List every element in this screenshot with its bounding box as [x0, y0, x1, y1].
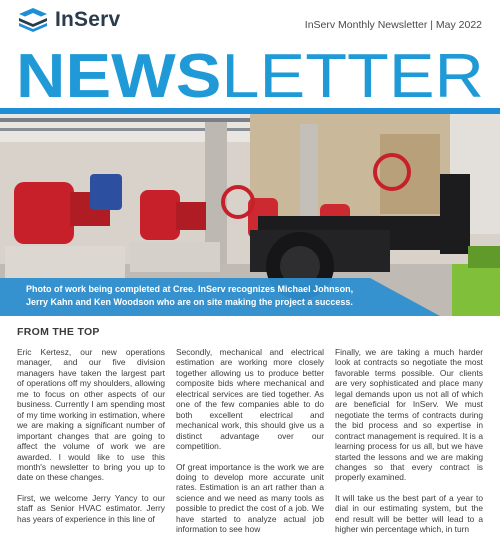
inserv-logo-icon: [16, 6, 50, 34]
article-column-2: [176, 347, 324, 545]
paragraph: It will take us the best part of a year to dial in our estimating system, but the end result will be better will lead to a higher win percentage which, in turn: [335, 492, 483, 535]
section-title: FROM THE TOP: [17, 326, 100, 338]
paragraph: First, we welcome Jerry Yancy to our staff as Senior HVAC estimator. Jerry has years of experience in this line of: [17, 492, 165, 524]
brand-logo: [16, 6, 120, 34]
paragraph: Of great importance is the work we are doing to develop more accurate unit rates. Estimation is an art rather than a science and we need as many tools as possible to predict the cost of a job. We have started to analyze actual job information to see how: [176, 461, 324, 535]
article-column-3: [335, 347, 483, 545]
masthead: [16, 42, 486, 111]
brand-name: InServ: [55, 8, 121, 31]
issue-line: InServ Monthly Newsletter | May 2022: [304, 19, 482, 31]
header-bar: [0, 0, 500, 40]
paragraph: Eric Kertesz, our new operations manager, and our five division managers have taken the largest part of operations off my shoulders, allowing me to focus on other aspects of our business. Currently I am spending most of my time working in estimation, where we are making a significant number of important changes that are going to affect the volume of work we are awarded. I would like to use this month's newsletter to bring you up to date on these changes.: [17, 347, 165, 483]
paragraph: Secondly, mechanical and electrical estimation are working more closely together allowing us to produce better composite bids where mechanical and electrical services are tied together. As one of the few companies able to do both excellent electrical and mechanical work, this should give us a distinct advantage over our competition.: [176, 347, 324, 452]
paragraph: Finally, we are taking a much harder look at contracts so negotiate the most favorable terms possible. Our clients are very sophisticated and place many legal demands upon us not all of which are beneficial for InServ. We must negotiate the terms of contracts during the bid process and so expertise in contract management is required. It is a learning process for us all, but we have started the lessons and we are making changes so that every contract is properly examined.: [335, 347, 483, 483]
article-column-1: [17, 347, 165, 534]
photo-caption: Photo of work being completed at Cree. InServ recognizes Michael Johnson, Jerry Kahn and Ken Woodson who are on site making the project a success.: [26, 284, 354, 307]
masthead-title: NEWS LETTER: [16, 42, 460, 111]
